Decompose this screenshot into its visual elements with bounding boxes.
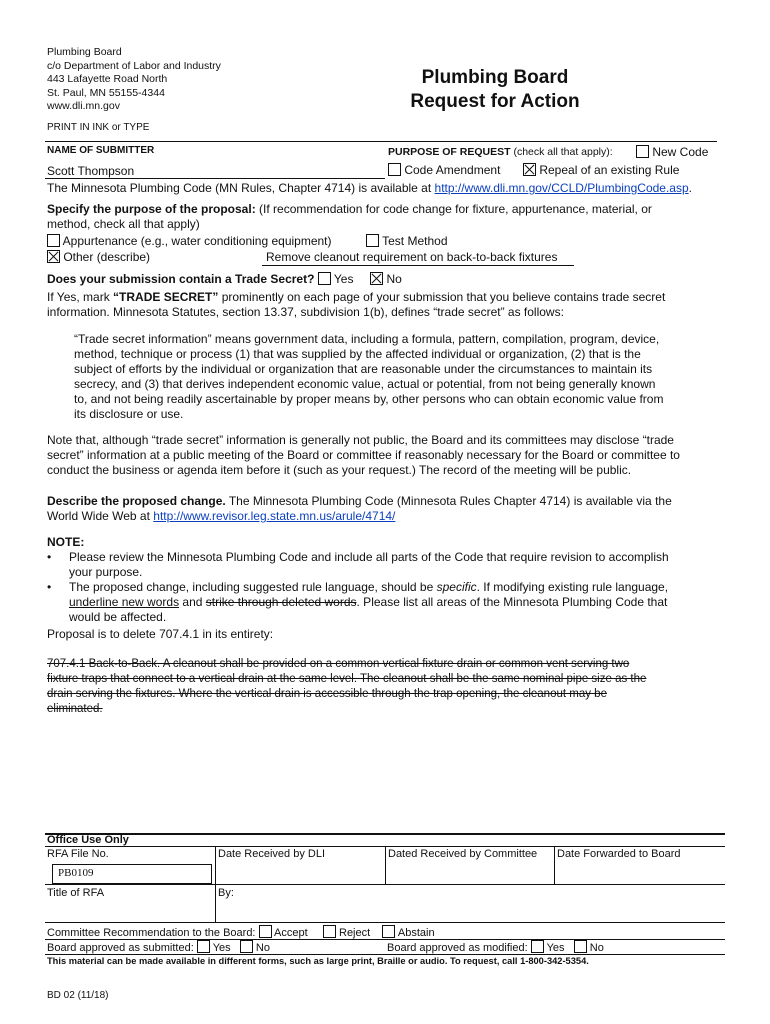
definition-line: secrecy, and (3) that derives independent economic value, actual or potential, from not being generally known <box>74 377 656 391</box>
test-method-checkbox[interactable] <box>366 234 379 247</box>
definition-line: to, and not being readily ascertainable by proper means by, other persons who can obtain economic value from <box>74 392 664 406</box>
specify-heading: Specify the purpose of the proposal: <box>47 202 256 216</box>
committee-rec-label: Committee Recommendation to the Board: <box>47 927 256 939</box>
ts-text-3: information. Minnesota Statutes, section 13.37, subdivision 1(b), defines “trade secret” as follows: <box>47 305 564 319</box>
no-label: No <box>255 942 270 954</box>
test-method-label: Test Method <box>382 234 448 248</box>
describe-section <box>47 494 762 524</box>
test-method-option[interactable] <box>366 234 448 248</box>
struck-rule-text[interactable] <box>47 657 762 717</box>
approved-modified-label: Board approved as modified: <box>387 942 528 954</box>
specify-section <box>47 202 727 232</box>
code-amendment-label: Code Amendment <box>404 163 501 177</box>
code-availability <box>47 181 692 195</box>
availability-end: . <box>688 181 692 195</box>
definition-line: its disclosure or use. <box>74 407 184 421</box>
by-label: By: <box>218 887 234 899</box>
reject-checkbox[interactable] <box>323 925 336 938</box>
definition-line: subject of efforts by the individual or organization that are reasonable under the circumstances to maintain its <box>74 362 653 376</box>
approved-modified-row <box>387 940 604 954</box>
struck-line: 707.4.1 Back-to-Back. A cleanout shall be provided on a common vertical fixture drain or common vent serving two <box>47 658 630 670</box>
trade-secret-instructions <box>47 290 747 320</box>
revisor-link[interactable]: http://www.revisor.leg.state.mn.us/arule/4714/ <box>153 509 396 523</box>
purpose-heading <box>388 146 613 158</box>
address-line: Plumbing Board <box>47 46 122 58</box>
approved-modified-yes-checkbox[interactable] <box>531 940 544 953</box>
note-text: . Please list all areas of the Minnesota Plumbing Code that <box>356 595 668 609</box>
address-line: 443 Lafayette Road North <box>47 73 168 85</box>
proposal-intro: Proposal is to delete 707.4.1 in its entirety: <box>47 627 274 641</box>
appurtenance-label: Appurtenance (e.g., water conditioning equipment) <box>62 234 332 248</box>
note-text: The proposed change, including suggested rule language, should be <box>69 580 437 594</box>
approved-submitted-yes-checkbox[interactable] <box>197 940 210 953</box>
new-code-checkbox[interactable] <box>636 145 649 158</box>
appurtenance-option[interactable] <box>47 234 332 248</box>
specify-text: (If recommendation for code change for fixture, appurtenance, material, or <box>255 202 652 216</box>
office-use-heading: Office Use Only <box>47 834 129 846</box>
approved-submitted-label: Board approved as submitted: <box>47 942 194 954</box>
note-text: . If modifying existing rule language, <box>476 580 669 594</box>
describe-text: The Minnesota Plumbing Code (Minnesota Rules Chapter 4714) is available via the <box>225 494 672 508</box>
trade-secret-no-checkbox[interactable] <box>370 272 383 285</box>
availability-text: The Minnesota Plumbing Code (MN Rules, Chapter 4714) is available at <box>47 181 435 195</box>
date-received-committee: Dated Received by Committee <box>388 848 538 860</box>
definition-line: method, technique or process (1) that was supplied by the affected individual or organization, (2) that is the <box>74 347 641 361</box>
new-code-label: New Code <box>652 145 709 159</box>
trade-secret-no-label: No <box>386 272 402 286</box>
ts-text-2: prominently on each page of your submission that you believe contains trade secret <box>218 290 666 304</box>
repeal-label: Repeal of an existing Rule <box>539 163 680 177</box>
yes-label: Yes <box>212 942 231 954</box>
describe-text-2: World Wide Web at <box>47 509 154 523</box>
ts-mark: “TRADE SECRET” <box>113 290 219 304</box>
note-line: conduct the business or agenda item before it (such as your request.) The record of the meeting will be public. <box>47 463 632 477</box>
trade-secret-definition <box>74 332 754 422</box>
struck-line: eliminated. <box>47 703 103 715</box>
note-bullet-2: • The proposed change, including suggested rule language, should be specific. If modifying existing rule language, underline new words and strike through deleted words. Please list all areas of the Minnesota Plumbing Code that would be affected. <box>47 580 762 625</box>
approved-submitted-no-checkbox[interactable] <box>240 940 253 953</box>
ts-text: If Yes, mark <box>47 290 114 304</box>
rfa-file-field[interactable]: PB0109 <box>52 864 212 884</box>
trade-secret-note <box>47 433 762 478</box>
address-line: St. Paul, MN 55155-4344 <box>47 86 165 99</box>
note-text: your purpose. <box>69 565 143 579</box>
form-id: BD 02 (11/18) <box>47 990 109 1001</box>
specify-text-2: method, check all that apply) <box>47 217 200 231</box>
other-description[interactable]: Remove cleanout requirement on back-to-back fixtures <box>266 250 558 264</box>
committee-recommendation-row <box>47 925 435 939</box>
note-text: Please review the Minnesota Plumbing Code and include all parts of the Code that require revision to accomplish <box>69 550 669 564</box>
reject-label: Reject <box>339 927 371 939</box>
date-received-dli: Date Received by DLI <box>218 848 325 860</box>
underline-example: underline new words <box>69 595 180 609</box>
approved-submitted-row <box>47 940 270 954</box>
accept-label: Accept <box>274 927 308 939</box>
print-note: PRINT IN INK or TYPE <box>47 122 150 133</box>
note-line: secret” information at a public meeting of the Board or committee if reasonably necessary for the Board or committee to <box>47 448 680 462</box>
abstain-checkbox[interactable] <box>382 925 395 938</box>
address-line: c/o Department of Labor and Industry <box>47 59 221 72</box>
plumbing-code-link[interactable]: http://www.dli.mn.gov/CCLD/PlumbingCode.asp <box>434 181 689 195</box>
other-label: Other (describe) <box>63 250 151 264</box>
abstain-label: Abstain <box>397 927 435 939</box>
note-emphasis: specific <box>436 580 477 594</box>
new-code-option[interactable] <box>636 145 708 159</box>
note-text: would be affected. <box>69 610 167 624</box>
rfa-file-label: RFA File No. <box>47 848 109 860</box>
title-line: Request for Action <box>410 91 580 112</box>
accessibility-statement: This material can be made available in different forms, such as large print, Braille or audio. To request, call 1-800-342-5354. <box>47 956 589 966</box>
form-title <box>390 66 600 114</box>
no-label: No <box>589 942 604 954</box>
strike-example: strike through deleted words <box>205 595 357 609</box>
code-amendment-checkbox[interactable] <box>388 163 401 176</box>
definition-line: “Trade secret information” means government data, including a formula, pattern, compilation, program, device, <box>74 332 660 346</box>
address-line: www.dli.mn.gov <box>47 100 120 112</box>
other-option[interactable] <box>47 250 150 264</box>
trade-secret-question: Does your submission contain a Trade Secret? <box>47 272 315 286</box>
trade-secret-yes-label: Yes <box>333 272 354 286</box>
note-line: Note that, although “trade secret” information is generally not public, the Board and its committees may disclose “trade <box>47 433 674 447</box>
title-line: Plumbing Board <box>421 67 569 88</box>
yes-label: Yes <box>546 942 565 954</box>
other-checkbox[interactable] <box>47 250 60 263</box>
purpose-label: PURPOSE OF REQUEST <box>388 146 511 158</box>
date-forwarded-board: Date Forwarded to Board <box>557 848 681 860</box>
note-bullet-1: • Please review the Minnesota Plumbing Code and include all parts of the Code that require revision to accomplish your purpose. <box>47 550 762 580</box>
submitter-label: NAME OF SUBMITTER <box>47 145 155 156</box>
trade-secret-row <box>47 272 402 286</box>
note-text: and <box>179 595 206 609</box>
code-amendment-option[interactable] <box>388 163 500 177</box>
struck-line: drain serving the fixtures. Where the vertical drain is accessible through the trap opening, the cleanout may be <box>47 688 607 700</box>
describe-heading: Describe the proposed change. <box>47 494 226 508</box>
agency-address <box>47 46 221 114</box>
trade-secret-yes-checkbox[interactable] <box>318 272 331 285</box>
submitter-name[interactable]: Scott Thompson <box>47 164 135 178</box>
repeal-option[interactable] <box>523 163 679 177</box>
repeal-checkbox[interactable] <box>523 163 536 176</box>
approved-modified-no-checkbox[interactable] <box>574 940 587 953</box>
accept-checkbox[interactable] <box>259 925 272 938</box>
title-of-rfa-label: Title of RFA <box>47 887 105 899</box>
struck-line: fixture traps that connect to a vertical drain at the same level. The cleanout shall be the same nominal pipe size as the <box>47 673 647 685</box>
appurtenance-checkbox[interactable] <box>47 234 60 247</box>
note-heading: NOTE: <box>47 535 85 549</box>
purpose-hint: (check all that apply): <box>513 146 613 158</box>
